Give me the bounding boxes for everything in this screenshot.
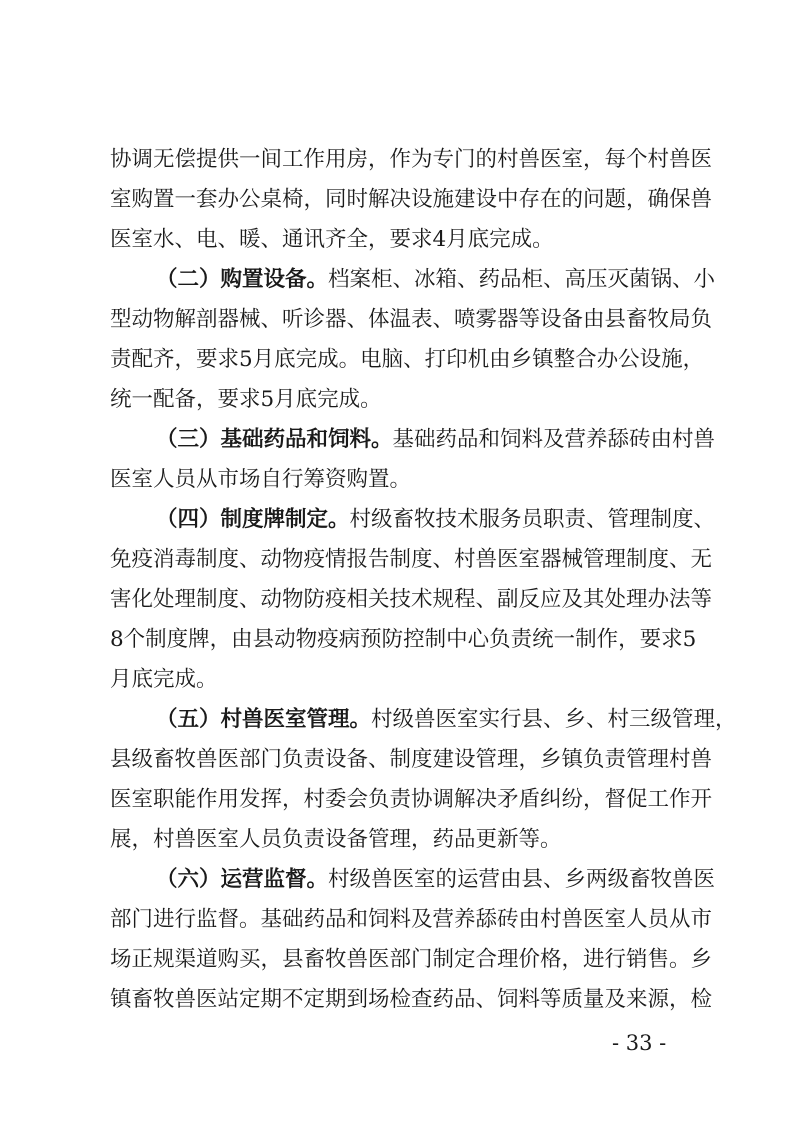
- paragraph-line: 医室水、电、暖、通讯齐全，要求4月底完成。: [110, 227, 554, 252]
- paragraph-line: 8个制度牌，由县动物疫病预防控制中心负责统一制作，要求5: [110, 627, 697, 652]
- section-text: 村级畜牧技术服务员职责、管理制度、: [349, 507, 716, 532]
- paragraph-line: 镇畜牧兽医站定期不定期到场检查药品、饲料等质量及来源，检: [110, 987, 713, 1012]
- paragraph-line: 月底完成。: [110, 667, 218, 692]
- section-first-line: [156, 266, 716, 294]
- paragraph-line: 害化处理制度、动物防疫相关技术规程、副反应及其处理办法等: [110, 587, 713, 612]
- paragraph-line: 免疫消毒制度、动物疫情报告制度、村兽医室器械管理制度、无: [110, 547, 713, 572]
- paragraph-line: 医室人员从市场自行筹资购置。: [110, 467, 412, 492]
- paragraph-line: 型动物解剖器械、听诊器、体温表、喷雾器等设备由县畜牧局负: [110, 307, 713, 332]
- page-number: - 33 -: [612, 1031, 667, 1055]
- paragraph-line: 协调无偿提供一间工作用房，作为专门的村兽医室，每个村兽医: [110, 147, 713, 172]
- paragraph-line: 统一配备，要求5月底完成。: [110, 387, 382, 412]
- paragraph-line: 县级畜牧兽医部门负责设备、制度建设管理，乡镇负责管理村兽: [110, 747, 713, 772]
- paragraph-line: 展，村兽医室人员负责设备管理，药品更新等。: [110, 827, 562, 852]
- section-heading: （三）基础药品和饲料。: [156, 427, 393, 452]
- section-heading: （五）村兽医室管理。: [156, 707, 372, 732]
- paragraph-line: 医室职能作用发挥，村委会负责协调解决矛盾纠纷，督促工作开: [110, 787, 713, 812]
- paragraph-line: 责配齐，要求5月底完成。电脑、打印机由乡镇整合办公设施，: [110, 347, 705, 372]
- section-first-line: [156, 426, 716, 454]
- paragraph-line: 场正规渠道购买，县畜牧兽医部门制定合理价格，进行销售。乡: [110, 947, 713, 972]
- section-text: 村级兽医室的运营由县、乡两级畜牧兽医: [328, 867, 716, 892]
- section-text: 档案柜、冰箱、药品柜、高压灭菌锅、小: [328, 267, 716, 292]
- section-first-line: [156, 506, 716, 534]
- paragraph-line: 部门进行监督。基础药品和饲料及营养舔砖由村兽医室人员从市: [110, 907, 713, 932]
- paragraph-line: 室购置一套办公桌椅，同时解决设施建设中存在的问题，确保兽: [110, 187, 713, 212]
- section-text: 村级兽医室实行县、乡、村三级管理，: [371, 707, 737, 732]
- section-heading: （四）制度牌制定。: [156, 507, 350, 532]
- section-first-line: [156, 706, 737, 734]
- section-heading: （二）购置设备。: [156, 267, 329, 292]
- section-first-line: [156, 866, 716, 894]
- section-text: 基础药品和饲料及营养舔砖由村兽: [392, 427, 716, 452]
- section-heading: （六）运营监督。: [156, 867, 329, 892]
